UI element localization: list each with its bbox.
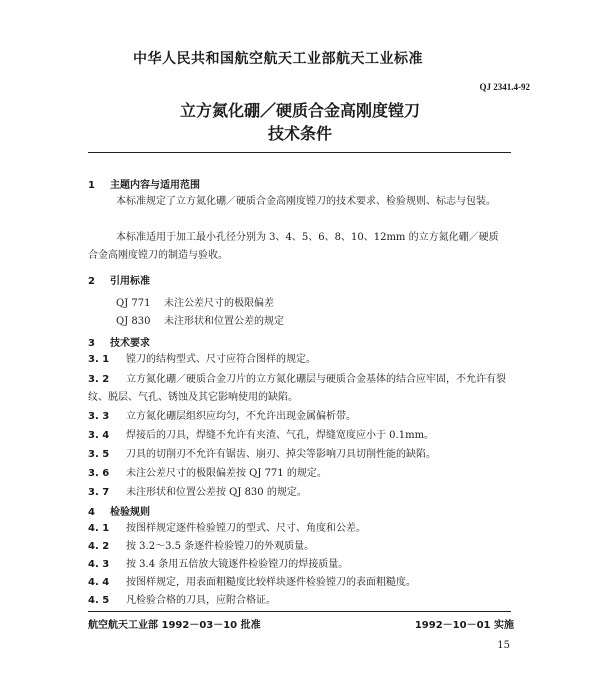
clause-number: 4. 1 [88,523,110,534]
clause-number: 4. 2 [88,541,110,552]
footer-divider [88,611,511,612]
section-heading-2 [88,272,150,287]
clause-number: 3. 6 [88,468,110,479]
reference-text: 未注形状和位置公差的规定 [164,316,284,327]
reference-item [116,294,274,309]
clause-text: 立方氮化硼层组织应均匀，不允许出现金属偏析带。 [126,411,356,422]
clause-text: 按 3.2～3.5 条逐件检验镗刀的外观质量。 [126,541,315,552]
effective-date: 1992－10－01 实施 [414,620,514,631]
clause-text: 按图样规定逐件检验镗刀的型式、尺寸、角度和公差。 [126,523,366,534]
clause-number: 3. 4 [88,430,110,441]
paragraph: 本标准规定了立方氮化硼／硬质合金高刚度镗刀的技术要求、检验规则、标志与包装。 [116,196,496,207]
section-number: 4 [88,507,95,518]
clause-number: 3. 7 [88,487,110,498]
clause [88,538,510,556]
clause [88,592,510,610]
page-number: 15 [497,640,510,651]
issuing-organization: 中华人民共和国航空航天工业部航天工业标准 [133,51,423,67]
clause-number: 4. 5 [88,595,110,606]
clause-text: 凡检验合格的刀具，应附合格证。 [126,595,276,606]
clause [88,520,510,538]
clause-number: 4. 4 [88,577,110,588]
clause [88,574,510,592]
clause-number: 4. 3 [88,559,110,570]
section-heading-1 [88,176,200,191]
section-number: 1 [88,180,95,191]
section-heading-3 [88,334,150,349]
clause-text: 按图样规定，用表面粗糙度比较样块逐件检验镗刀的表面粗糙度。 [126,577,416,588]
clause-text: 镗刀的结构型式、尺寸应符合图样的规定。 [126,354,316,365]
reference-code: QJ 830 [116,316,151,327]
clause-text: 按 3.4 条用五倍放大镜逐件检验镗刀的焊接质量。 [126,559,349,570]
clause [88,484,510,502]
reference-item [116,312,284,327]
clause [88,556,510,574]
clause [88,427,510,445]
header-divider [88,152,511,153]
section-title: 引用标准 [110,276,150,287]
clause-number: 3. 1 [88,354,110,365]
standard-code: QJ 2341.4-92 [479,82,530,92]
clause [88,408,510,426]
document-title: 立方氮化硼／硬质合金高刚度镗刀 [179,101,420,120]
paragraph: 本标准适用于加工最小孔径分别为 3、4、5、6、8、10、12mm 的立方氮化硼／硬质合金高刚度镗刀的制造与验收。 [88,232,499,261]
document-subtitle: 技术条件 [267,124,332,143]
clause-number: 3. 5 [88,449,110,460]
section-number: 2 [88,276,95,287]
clause [88,465,510,483]
reference-text: 未注公差尺寸的极限偏差 [164,298,274,309]
clause-text: 刀具的切削刃不允许有锯齿、崩刃、掉尖等影响刀具切削性能的缺陷。 [126,449,436,460]
clause [88,371,510,407]
reference-code: QJ 771 [116,298,151,309]
clause-text: 未注形状和位置公差按 QJ 830 的规定。 [126,487,307,498]
clause-number: 3. 2 [88,374,110,385]
section-heading-4 [88,503,150,518]
approval-date: 航空航天工业部 1992－03－10 批准 [88,620,261,631]
section-number: 3 [88,338,95,349]
clause-text: 焊接后的刀具，焊缝不允许有夹渣、气孔，焊缝宽度应小于 0.1mm。 [126,430,435,441]
section-title: 检验规则 [110,507,150,518]
clause-number: 3. 3 [88,411,110,422]
section-title: 主题内容与适用范围 [110,180,200,191]
clause [88,351,510,369]
section-title: 技术要求 [110,338,150,349]
clause-text: 未注公差尺寸的极限偏差按 QJ 771 的规定。 [126,468,327,479]
clause [88,446,510,464]
clause-text: 立方氮化硼／硬质合金刀片的立方氮化硼层与硬质合金基体的结合应牢固，不允许有裂纹、脱层、气孔、锈蚀及其它影响使用的缺陷。 [88,374,506,403]
